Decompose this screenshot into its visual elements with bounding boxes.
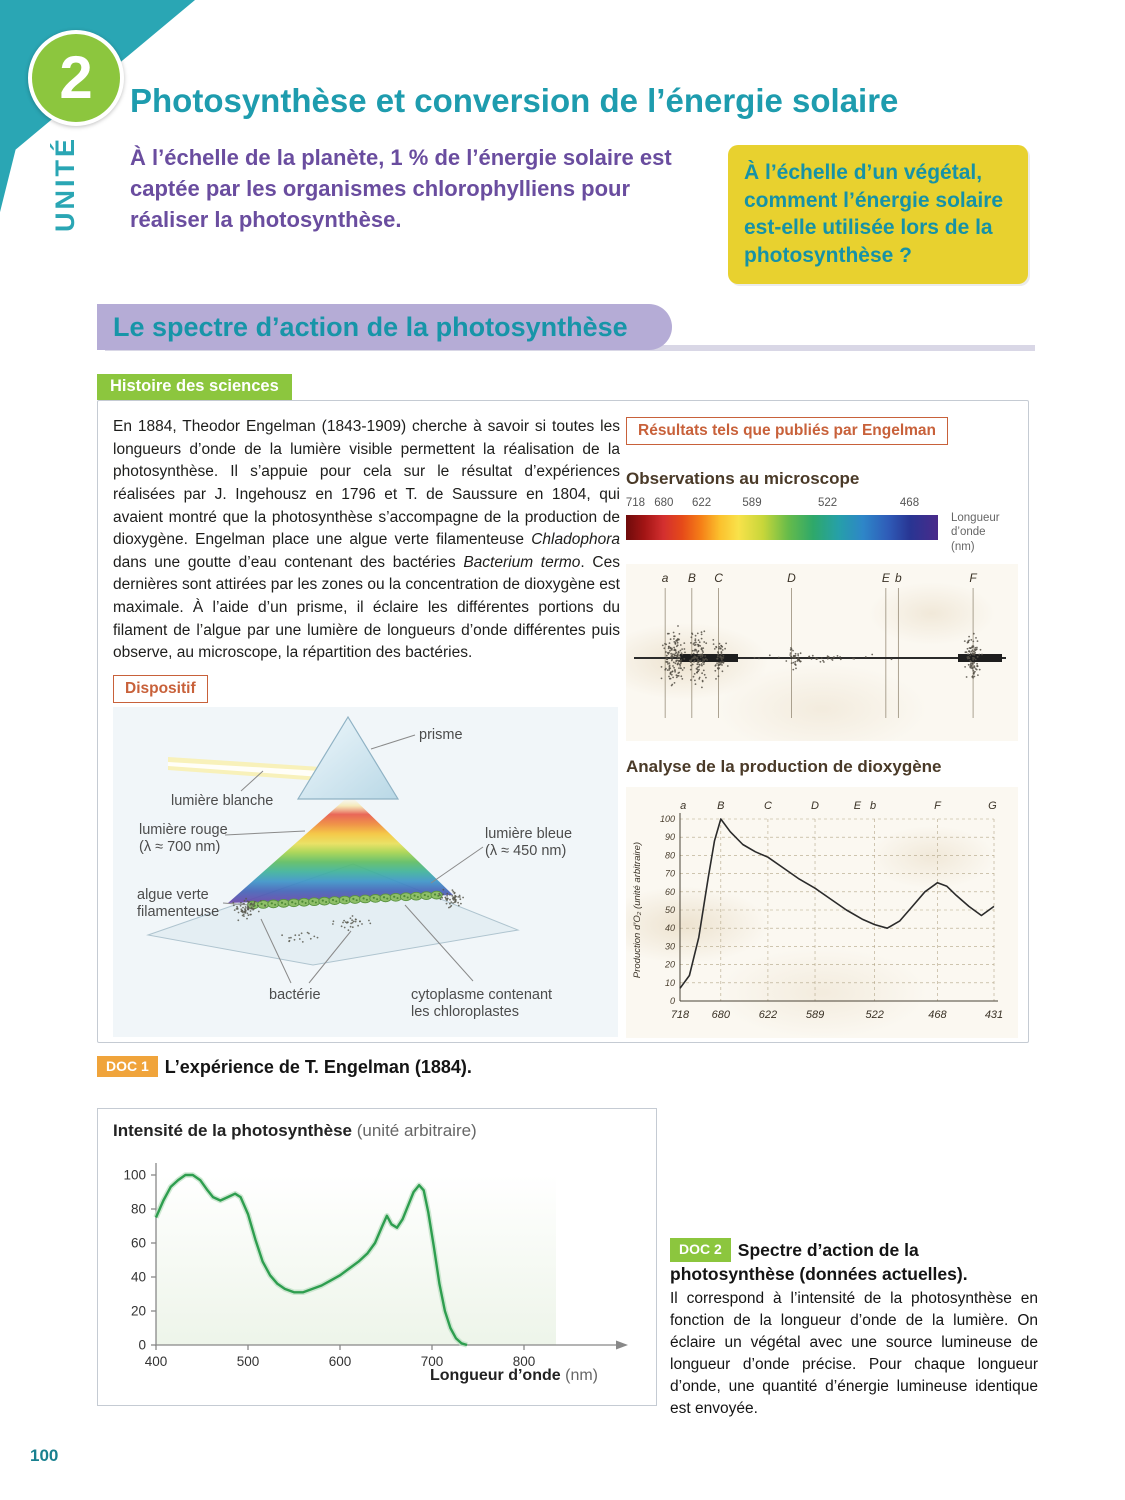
svg-text:E: E	[853, 800, 862, 813]
doc2-chart-panel	[97, 1108, 657, 1406]
svg-text:600: 600	[328, 1354, 352, 1369]
label-lumiere-blanche: lumière blanche	[171, 792, 274, 809]
resultats-label: Résultats tels que publiés par Engelman	[626, 417, 948, 445]
prism	[298, 717, 398, 799]
svg-text:b: b	[894, 571, 902, 586]
label-lumiere-bleue: lumière bleue	[485, 825, 573, 842]
paragraph-part: dans une goutte d’eau contenant des bactéries	[113, 553, 464, 571]
svg-text:C: C	[763, 800, 772, 813]
action-spectrum-chart	[104, 1145, 652, 1385]
analysis-title: Analyse de la production de dioxygène	[626, 757, 942, 777]
unit-line: d’onde	[951, 526, 986, 539]
svg-text:90: 90	[664, 832, 675, 843]
svg-text:D: D	[787, 571, 796, 586]
svg-text:a: a	[661, 571, 669, 586]
svg-text:60: 60	[130, 1235, 146, 1251]
histoire-des-sciences-tag: Histoire des sciences	[97, 374, 292, 400]
label-bacterie: bactérie	[269, 986, 321, 1003]
spectrum-color-bar	[626, 515, 938, 540]
svg-text:30: 30	[664, 941, 675, 952]
doc1-caption	[97, 1056, 472, 1078]
doc1-left-column	[113, 416, 620, 1042]
label-lumiere-rouge-nm: (λ ≈ 700 nm)	[139, 838, 221, 855]
spectrum-wavelength: 589	[742, 497, 762, 509]
svg-text:20: 20	[130, 1303, 146, 1319]
doc1-panel	[97, 400, 1029, 1043]
question-box: À l’échelle d’un végétal, comment l’énergie solaire est-elle utilisée lors de la photosynthèse ?	[728, 145, 1028, 284]
svg-text:400: 400	[144, 1354, 168, 1369]
intro-text: À l’échelle de la planète, 1 % de l’énergie solaire est captée par les organismes chlorophylliens pour réaliser la photosynthèse.	[130, 145, 672, 232]
svg-text:40: 40	[130, 1269, 146, 1285]
svg-text:40: 40	[664, 923, 675, 934]
svg-text:522: 522	[865, 1009, 884, 1022]
doc2-tag: DOC 2	[670, 1238, 731, 1262]
label-algue-1: algue verte	[137, 886, 209, 903]
svg-text:Production d’O₂ (unité arbitra: Production d’O₂ (unité arbitraire)	[632, 842, 643, 979]
spectrum-wavelength: 680	[654, 497, 674, 509]
svg-text:700: 700	[420, 1354, 444, 1369]
unit-line: (nm)	[951, 540, 975, 553]
doc2-caption	[670, 1238, 1038, 1420]
unit-label: UNITÉ	[50, 136, 80, 232]
microscope-figure	[626, 564, 1018, 741]
svg-text:B: B	[717, 800, 725, 813]
svg-text:F: F	[969, 571, 977, 586]
svg-text:0: 0	[669, 996, 675, 1007]
doc1-caption-text: L’expérience de T. Engelman (1884).	[164, 1057, 472, 1077]
label-lumiere-bleue-nm: (λ ≈ 450 nm)	[485, 842, 567, 859]
label-lumiere-rouge: lumière rouge	[139, 821, 228, 838]
xlabel-main: Longueur d’onde	[430, 1367, 561, 1384]
paragraph-part: . Ces dernières sont attirées par les zones ou la concentration de dioxygène est maximale. À l’aide d’un prisme, il éclaire les différentes portions du filament de l’algue par une lumière de longueurs d’onde différentes puis observe, au microscope, la répartition des bactéries.	[113, 553, 620, 662]
dispositif-diagram	[113, 707, 618, 1037]
svg-text:468: 468	[928, 1009, 947, 1022]
label-cytoplasme-1: cytoplasme contenant	[411, 986, 553, 1003]
svg-text:70: 70	[664, 868, 675, 879]
svg-text:60: 60	[664, 886, 675, 897]
doc2-chart-title	[113, 1121, 477, 1141]
unit-number-badge	[28, 30, 124, 126]
page-title: Photosynthèse et conversion de l’énergie solaire	[130, 82, 899, 119]
spectrum-wavelength: 622	[692, 497, 712, 509]
svg-text:E: E	[881, 571, 890, 586]
svg-text:500: 500	[236, 1354, 260, 1369]
svg-text:b: b	[870, 800, 877, 813]
spectrum-scale	[626, 497, 1018, 554]
microscope-observation	[628, 566, 1013, 734]
chart-title-unit: (unité arbitraire)	[356, 1121, 477, 1140]
svg-text:589: 589	[805, 1009, 825, 1022]
svg-text:431: 431	[984, 1009, 1004, 1022]
engelman-o2-graph	[628, 789, 1013, 1031]
spectrum-wavelength: 522	[818, 497, 838, 509]
svg-text:50: 50	[664, 905, 675, 916]
doc1-right-column	[626, 417, 1018, 1038]
page-number: 100	[30, 1446, 59, 1465]
svg-text:100: 100	[659, 814, 675, 825]
svg-text:622: 622	[758, 1009, 778, 1022]
doc1-tag: DOC 1	[97, 1056, 158, 1077]
svg-text:F: F	[934, 800, 941, 813]
section-banner: Le spectre d’action de la photosynthèse	[97, 304, 672, 350]
svg-text:80: 80	[664, 850, 675, 861]
unit-number: 2	[59, 44, 93, 111]
doc1-paragraph	[113, 416, 620, 665]
label-prisme: prisme	[419, 726, 463, 743]
dispositif-label: Dispositif	[113, 675, 208, 703]
species-name: Chladophora	[531, 531, 620, 549]
svg-text:80: 80	[130, 1201, 146, 1217]
paragraph-part: En 1884, Theodor Engelman (1843-1909) cherche à savoir si toutes les longueurs d’onde de la lumière visible permettent la réalisation de la photosynthèse. Il s’appuie pour cela sur le résultat d’expériences réalisées par J. Ingehousz en 1796 et T. de Saussure en 1804, qui avaient montré que la photosynthèse s’accompagne de la production de dioxygène. Engelman place une algue verte filamenteuse	[113, 418, 620, 549]
svg-text:800: 800	[512, 1354, 536, 1369]
spectrum-fan	[228, 795, 453, 903]
doc2-caption-bold: Spectre d’action de la photosynthèse (données actuelles).	[670, 1240, 968, 1284]
species-name: Bacterium termo	[463, 553, 581, 571]
unit-line: Longueur	[951, 512, 1000, 524]
svg-text:680: 680	[711, 1009, 730, 1022]
xlabel-unit: (nm)	[565, 1367, 598, 1384]
label-cytoplasme-2: les chloroplastes	[411, 1003, 519, 1020]
chart-title-main: Intensité de la photosynthèse	[113, 1121, 352, 1140]
svg-text:20: 20	[664, 959, 675, 970]
observations-title: Observations au microscope	[626, 469, 860, 488]
svg-text:G: G	[988, 800, 997, 813]
svg-text:0: 0	[138, 1337, 146, 1353]
spectrum-wavelength-labels	[626, 497, 941, 514]
svg-text:D: D	[811, 800, 819, 813]
doc2-caption-body: Il correspond à l’intensité de la photosynthèse en fonction de la longueur d’onde de la lumière. On éclaire un végétal avec une source lumineuse de longueur d’onde précise. Pour chaque longueur d’onde, une quantité d’énergie lumineuse identique est envoyée.	[670, 1290, 1038, 1418]
label-algue-2: filamenteuse	[137, 903, 220, 920]
svg-text:B: B	[687, 571, 696, 586]
svg-text:718: 718	[670, 1009, 690, 1022]
engelman-graph-figure	[626, 787, 1018, 1038]
wavelength-unit-label	[951, 511, 1000, 554]
svg-text:100: 100	[123, 1167, 146, 1183]
spectrum-wavelength: 718	[625, 497, 646, 509]
spectrum-wavelength: 468	[899, 497, 920, 509]
doc2-xlabel	[430, 1367, 598, 1385]
svg-text:10: 10	[664, 977, 675, 988]
svg-text:C: C	[714, 571, 723, 586]
svg-text:a: a	[680, 800, 687, 813]
